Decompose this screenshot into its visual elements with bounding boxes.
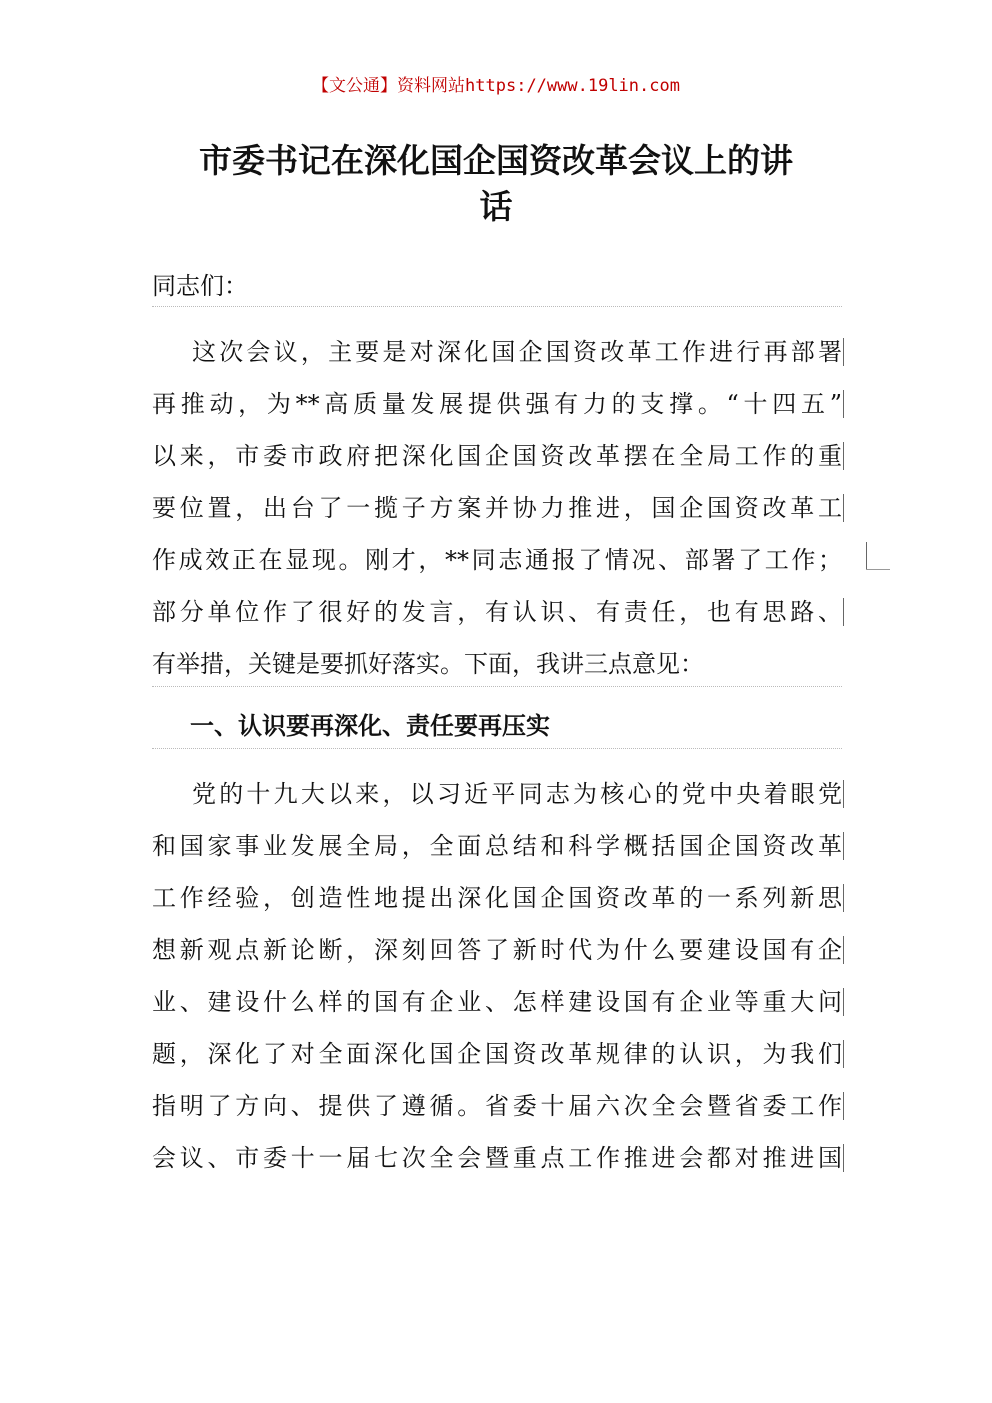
separator (152, 748, 842, 749)
margin-mark (843, 390, 844, 418)
margin-mark (843, 936, 844, 964)
paragraph-line: 业、建设什么样的国有企业、怎样建设国有企业等重大问 (152, 988, 842, 1016)
section-heading: 一、认识要再深化、责任要再压实 (190, 711, 550, 740)
salutation: 同志们： (152, 272, 248, 300)
margin-mark (843, 494, 844, 522)
margin-mark (866, 542, 867, 570)
paragraph-line: 题，深化了对全面深化国企国资改革规律的认识，为我们 (152, 1040, 842, 1068)
margin-mark (843, 988, 844, 1016)
paragraph-line: 要位置，出台了一揽子方案并协力推进，国企国资改革工 (152, 494, 842, 522)
margin-mark (843, 780, 844, 808)
document-title (150, 138, 842, 230)
margin-mark (843, 442, 844, 470)
paragraph-line: 有举措，关键是要抓好落实。下面，我讲三点意见： (152, 650, 704, 678)
paragraph-line: 会议、市委十一届七次全会暨重点工作推进会都对推进国 (152, 1144, 842, 1172)
paragraph-line: 和国家事业发展全局，全面总结和科学概括国企国资改革 (152, 832, 842, 860)
paragraph-line: 党的十九大以来，以习近平同志为核心的党中央着眼党 (192, 780, 842, 808)
paragraph-line: 工作经验，创造性地提出深化国企国资改革的一系列新思 (152, 884, 842, 912)
paragraph-line: 作成效正在显现。刚才，**同志通报了情况、部署了工作； (152, 546, 842, 574)
margin-mark (843, 884, 844, 912)
paragraph-line: 再推动，为**高质量发展提供强有力的支撑。“十四五” (152, 390, 842, 418)
separator (152, 686, 842, 687)
paragraph-line: 想新观点新论断，深刻回答了新时代为什么要建设国有企 (152, 936, 842, 964)
paragraph-line: 部分单位作了很好的发言，有认识、有责任，也有思路、 (152, 598, 842, 626)
site-url[interactable]: https://www.19lin.com (465, 76, 680, 96)
margin-mark (843, 1092, 844, 1120)
paragraph-line: 指明了方向、提供了遵循。省委十届六次全会暨省委工作 (152, 1092, 842, 1120)
paragraph-line: 这次会议，主要是对深化国企国资改革工作进行再部署 (192, 338, 842, 366)
margin-mark (843, 1144, 844, 1172)
margin-mark (843, 338, 844, 366)
margin-mark (843, 598, 844, 626)
title-line-2: 话 (479, 187, 513, 226)
site-brand: 【文公通】资料网站 (312, 76, 466, 96)
site-header (0, 74, 992, 98)
title-line-1: 市委书记在深化国企国资改革会议上的讲 (199, 141, 793, 180)
separator (152, 306, 842, 307)
paragraph-line: 以来，市委市政府把深化国企国资改革摆在全局工作的重 (152, 442, 842, 470)
margin-mark (843, 832, 844, 860)
margin-mark (843, 1040, 844, 1068)
